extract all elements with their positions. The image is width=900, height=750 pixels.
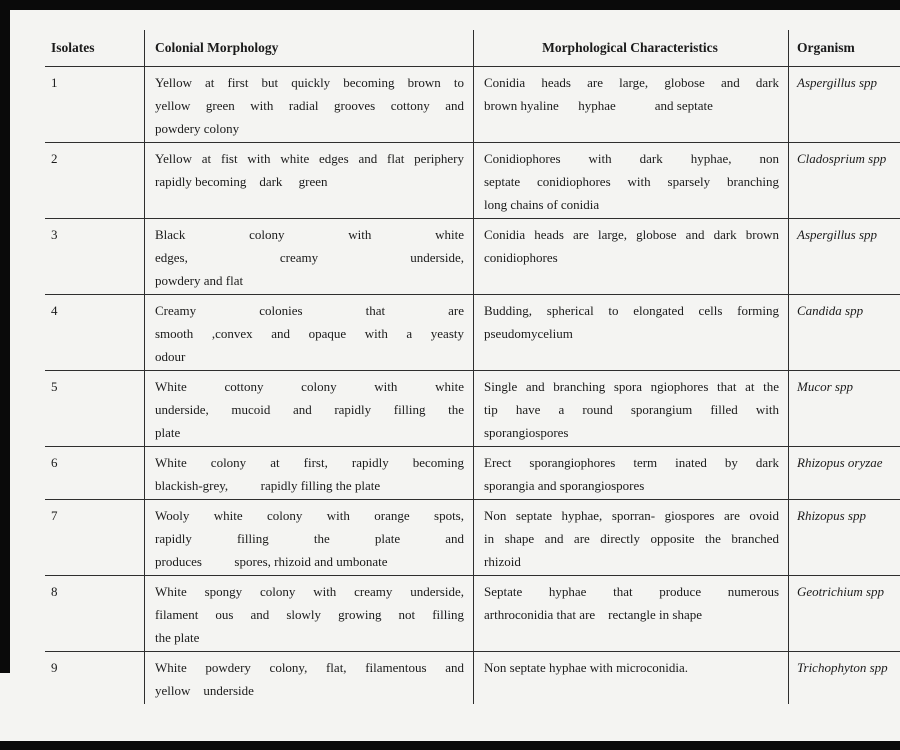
colonial-morphology-cell <box>145 294 474 370</box>
text-line: rapidly becoming dark green <box>155 173 328 189</box>
text-line: White cottony colony with white <box>155 378 464 394</box>
text-line: blackish-grey, rapidly filling the plate <box>155 477 381 493</box>
text-line: edges, creamy underside, <box>155 249 464 265</box>
text-line: pseudomycelium <box>484 325 573 341</box>
header-morphological-characteristics: Morphological Characteristics <box>474 30 789 66</box>
morphological-characteristics-cell <box>474 294 789 370</box>
text-line: White powdery colony, flat, filamentous and <box>155 659 464 675</box>
isolate-number-cell: 3 <box>45 218 145 294</box>
text-line: Non septate hyphae, sporran- giospores are ovoid <box>484 507 779 523</box>
text-line: Erect sporangiophores term inated by dark <box>484 454 779 470</box>
morphological-characteristics-cell <box>474 499 789 575</box>
colonial-morphology-cell <box>145 370 474 446</box>
text-line: plate <box>155 424 181 440</box>
colonial-morphology-cell <box>145 446 474 499</box>
text-line: Wooly white colony with orange spots, <box>155 507 464 523</box>
colonial-morphology-cell <box>145 142 474 218</box>
organism-cell: Aspergillus spp <box>789 66 900 142</box>
text-line: filament ous and slowly growing not filling <box>155 606 464 622</box>
colonial-morphology-cell <box>145 575 474 651</box>
text-line: Budding, spherical to elongated cells forming <box>484 302 779 318</box>
text-line: sporangia and sporangiospores <box>484 477 645 493</box>
morphological-characteristics-cell <box>474 218 789 294</box>
text-line: yellow underside <box>155 682 254 698</box>
morphological-characteristics-cell <box>474 370 789 446</box>
text-line: rhizoid <box>484 553 521 569</box>
text-line: sporangiospores <box>484 424 569 440</box>
text-line: tip have a round sporangium filled with <box>484 401 779 417</box>
text-line: rapidly filling the plate and <box>155 530 464 546</box>
top-black-bar <box>0 0 900 10</box>
text-line: Conidiophores with dark hyphae, non <box>484 150 779 166</box>
text-line: powdery and flat <box>155 272 244 288</box>
text-line: long chains of conidia <box>484 196 600 212</box>
text-line: Non septate hyphae with microconidia. <box>484 659 688 675</box>
text-line: Single and branching spora ngiophores that at the <box>484 378 779 394</box>
text-line: Conidia heads are large, globose and dark brown <box>484 226 779 242</box>
table-row <box>45 294 900 370</box>
table-row <box>45 651 900 704</box>
organism-cell: Rhizopus spp <box>789 499 900 575</box>
header-isolates: Isolates <box>45 30 145 66</box>
morphological-characteristics-cell <box>474 66 789 142</box>
table-row <box>45 142 900 218</box>
organism-cell: Candida spp <box>789 294 900 370</box>
header-colonial-morphology: Colonial Morphology <box>145 30 474 66</box>
table-row <box>45 370 900 446</box>
text-line: yellow green with radial grooves cottony and <box>155 97 464 113</box>
text-line: smooth ,convex and opaque with a yeasty <box>155 325 464 341</box>
morphological-characteristics-cell <box>474 142 789 218</box>
isolate-number-cell: 2 <box>45 142 145 218</box>
text-line: Septate hyphae that produce numerous <box>484 583 779 599</box>
colonial-morphology-cell <box>145 499 474 575</box>
table-body <box>45 66 900 704</box>
isolate-number-cell: 7 <box>45 499 145 575</box>
header-organism: Organism <box>789 30 900 66</box>
isolates-table <box>45 30 900 704</box>
isolate-number-cell: 1 <box>45 66 145 142</box>
bottom-black-bar <box>0 741 900 750</box>
text-line: odour <box>155 348 186 364</box>
colonial-morphology-cell <box>145 651 474 704</box>
text-line: arthroconidia that are rectangle in shape <box>484 606 703 622</box>
text-line: conidiophores <box>484 249 558 265</box>
table-row <box>45 218 900 294</box>
left-black-bar <box>0 0 10 673</box>
organism-cell: Rhizopus oryzae <box>789 446 900 499</box>
header-row <box>45 30 900 66</box>
organism-cell: Aspergillus spp <box>789 218 900 294</box>
organism-cell: Geotrichium spp <box>789 575 900 651</box>
isolate-number-cell: 5 <box>45 370 145 446</box>
text-line: powdery colony <box>155 120 240 136</box>
text-line: in shape and are directly opposite the branched <box>484 530 779 546</box>
text-line: Creamy colonies that are <box>155 302 464 318</box>
organism-cell: Mucor spp <box>789 370 900 446</box>
isolate-number-cell: 6 <box>45 446 145 499</box>
text-line: White colony at first, rapidly becoming <box>155 454 464 470</box>
organism-cell: Trichophyton spp <box>789 651 900 704</box>
morphological-characteristics-cell <box>474 651 789 704</box>
text-line: the plate <box>155 629 200 645</box>
table-row <box>45 446 900 499</box>
morphological-characteristics-cell <box>474 575 789 651</box>
text-line: underside, mucoid and rapidly filling the <box>155 401 464 417</box>
colonial-morphology-cell <box>145 218 474 294</box>
table-row <box>45 499 900 575</box>
table-row <box>45 575 900 651</box>
isolate-number-cell: 4 <box>45 294 145 370</box>
text-line: brown hyaline hyphae and septate <box>484 97 713 113</box>
text-line: Conidia heads are large, globose and dark <box>484 74 779 90</box>
table-row <box>45 66 900 142</box>
text-line: Yellow at first but quickly becoming brown to <box>155 74 464 90</box>
morphological-characteristics-cell <box>474 446 789 499</box>
text-line: White spongy colony with creamy underside, <box>155 583 464 599</box>
text-line: Black colony with white <box>155 226 464 242</box>
isolate-number-cell: 8 <box>45 575 145 651</box>
table-header <box>45 30 900 66</box>
isolate-number-cell: 9 <box>51 659 58 675</box>
colonial-morphology-cell <box>145 66 474 142</box>
text-line: septate conidiophores with sparsely branching <box>484 173 779 189</box>
text-line: produces spores, rhizoid and umbonate <box>155 553 388 569</box>
text-line: Yellow at fist with white edges and flat periphery <box>155 150 464 166</box>
organism-cell: Cladosprium spp <box>789 142 900 218</box>
